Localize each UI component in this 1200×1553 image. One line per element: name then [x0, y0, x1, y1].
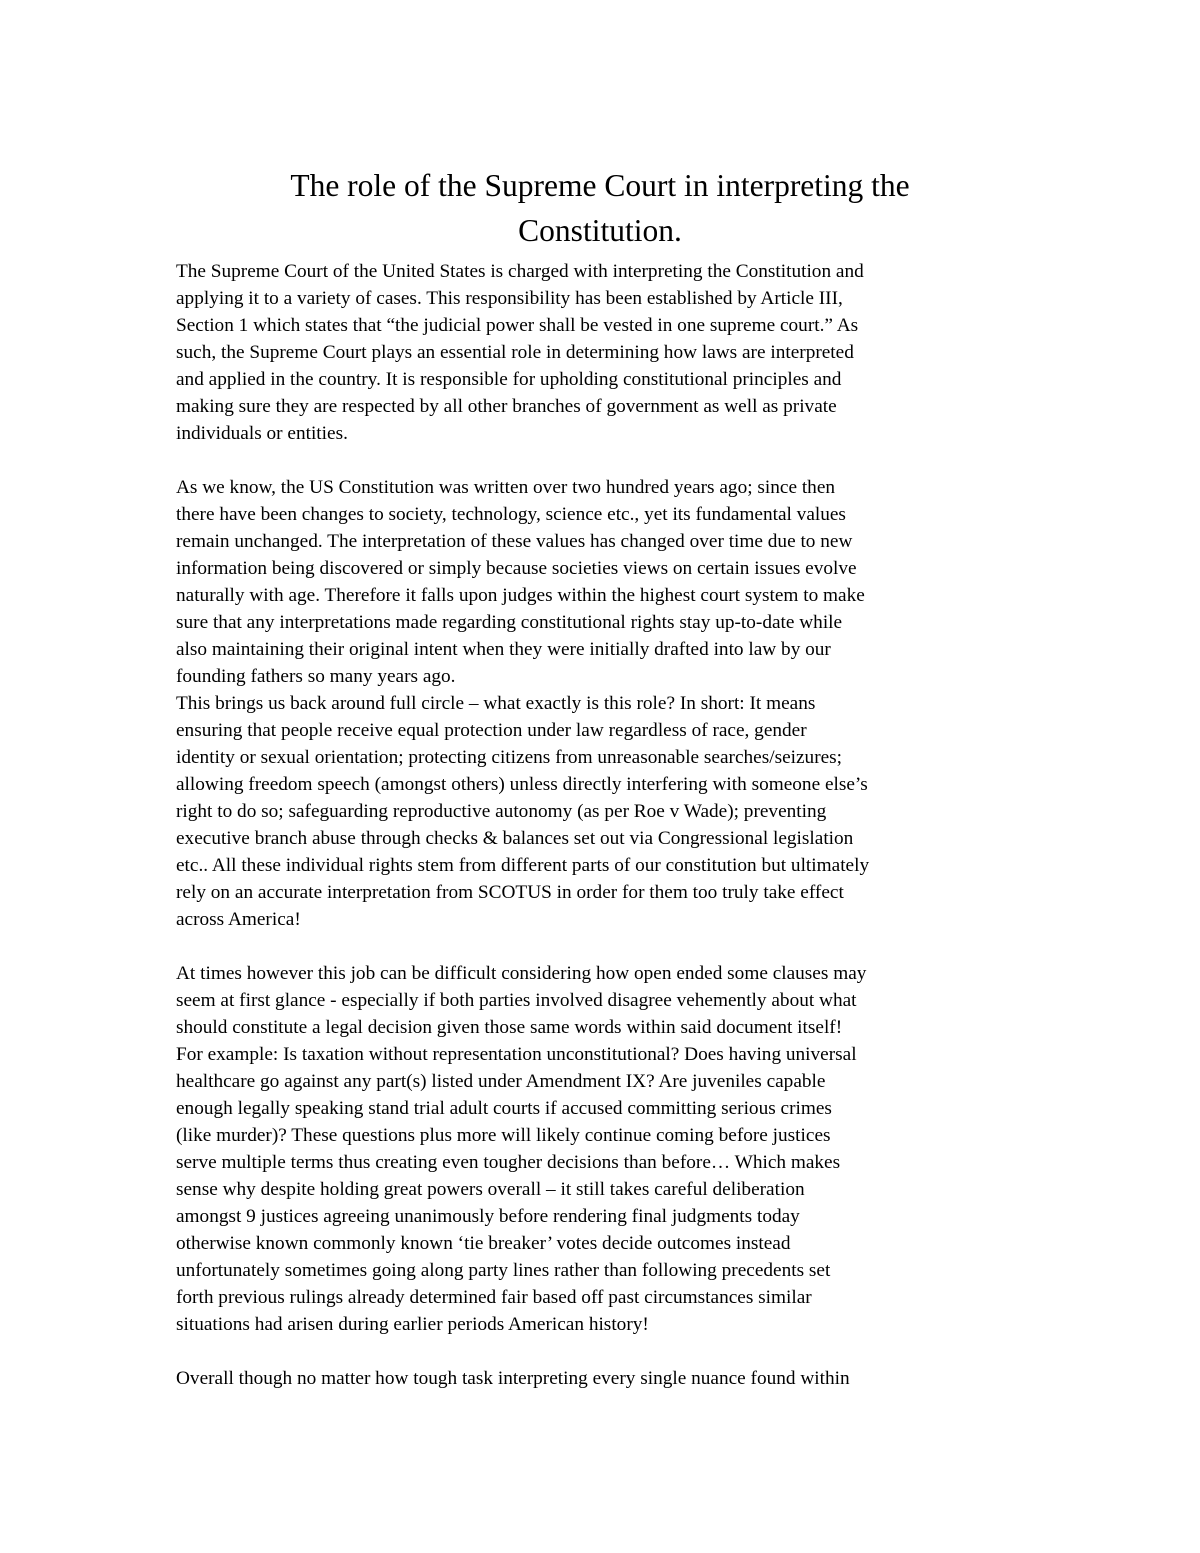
text-line: etc.. All these individual rights stem from different parts of our constitution but ultimately — [176, 855, 870, 876]
text-line: unfortunately sometimes going along party lines rather than following precedents set — [176, 1260, 831, 1281]
text-line: founding fathers so many years ago. — [176, 666, 456, 687]
text-line: The Supreme Court of the United States is charged with interpreting the Constitution and — [176, 261, 864, 282]
paragraph-spacer — [176, 933, 1076, 960]
text-line: such, the Supreme Court plays an essential role in determining how laws are interpreted — [176, 342, 854, 363]
text-line: ensuring that people receive equal protection under law regardless of race, gender — [176, 720, 807, 741]
text-line: amongst 9 justices agreeing unanimously before rendering final judgments today — [176, 1206, 800, 1227]
text-line: As we know, the US Constitution was written over two hundred years ago; since then — [176, 477, 836, 498]
text-line: seem at first glance - especially if both parties involved disagree vehemently about what — [176, 990, 857, 1011]
text-line: there have been changes to society, technology, science etc., yet its fundamental values — [176, 504, 846, 525]
paragraph-2 — [176, 474, 1076, 690]
text-line: information being discovered or simply because societies views on certain issues evolve — [176, 558, 857, 579]
text-line: remain unchanged. The interpretation of these values has changed over time due to new — [176, 531, 853, 552]
text-line: and applied in the country. It is responsible for upholding constitutional principles and — [176, 369, 842, 390]
title-line: Constitution. — [518, 213, 682, 248]
text-line: making sure they are respected by all other branches of government as well as private — [176, 396, 837, 417]
text-line: serve multiple terms thus creating even tougher decisions than before… Which makes — [176, 1152, 841, 1173]
text-line: allowing freedom speech (amongst others) unless directly interfering with someone else’s — [176, 774, 868, 795]
paragraph-4 — [176, 960, 1076, 1338]
text-line: otherwise known commonly known ‘tie breaker’ votes decide outcomes instead — [176, 1233, 791, 1254]
text-line: sure that any interpretations made regarding constitutional rights stay up-to-date while — [176, 612, 843, 633]
text-line: enough legally speaking stand trial adult courts if accused committing serious crimes — [176, 1098, 832, 1119]
title-line: The role of the Supreme Court in interpreting the — [290, 168, 910, 203]
text-line: executive branch abuse through checks & balances set out via Congressional legislation — [176, 828, 854, 849]
paragraph-spacer — [176, 447, 1076, 474]
text-line: rely on an accurate interpretation from SCOTUS in order for them too truly take effect — [176, 882, 844, 903]
paragraph-5 — [176, 1365, 1076, 1392]
text-line: Overall though no matter how tough task interpreting every single nuance found within — [176, 1368, 850, 1389]
text-line: (like murder)? These questions plus more will likely continue coming before justices — [176, 1125, 831, 1146]
text-line: forth previous rulings already determined fair based off past circumstances similar — [176, 1287, 812, 1308]
text-line: situations had arisen during earlier periods American history! — [176, 1314, 649, 1335]
text-line: sense why despite holding great powers overall – it still takes careful deliberation — [176, 1179, 805, 1200]
text-line: should constitute a legal decision given those same words within said document itself! — [176, 1017, 843, 1038]
text-line: healthcare go against any part(s) listed under Amendment IX? Are juveniles capable — [176, 1071, 826, 1092]
paragraph-1 — [176, 258, 1076, 447]
text-line: also maintaining their original intent when they were initially drafted into law by our — [176, 639, 831, 660]
document-body — [176, 258, 1076, 1392]
text-line: right to do so; safeguarding reproductive autonomy (as per Roe v Wade); preventing — [176, 801, 827, 822]
text-line: For example: Is taxation without representation unconstitutional? Does having universal — [176, 1044, 857, 1065]
text-line: applying it to a variety of cases. This responsibility has been established by Article III, — [176, 288, 843, 309]
text-line: naturally with age. Therefore it falls upon judges within the highest court system to make — [176, 585, 865, 606]
paragraph-3 — [176, 690, 1076, 933]
document-title — [176, 163, 1024, 253]
text-line: Section 1 which states that “the judicial power shall be vested in one supreme court.” As — [176, 315, 859, 336]
text-line: across America! — [176, 909, 301, 930]
text-line: At times however this job can be difficult considering how open ended some clauses may — [176, 963, 867, 984]
paragraph-spacer — [176, 1338, 1076, 1365]
text-line: individuals or entities. — [176, 423, 348, 444]
text-line: This brings us back around full circle – what exactly is this role? In short: It means — [176, 693, 816, 714]
text-line: identity or sexual orientation; protecting citizens from unreasonable searches/seizures; — [176, 747, 843, 768]
